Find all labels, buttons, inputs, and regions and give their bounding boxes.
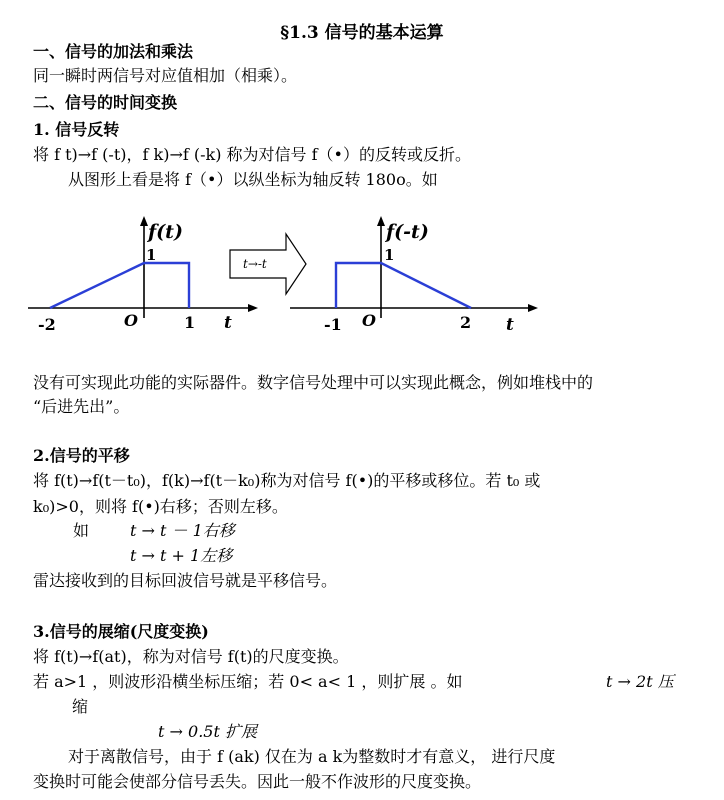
- scaling-example-compress: t → 2t 压: [606, 672, 674, 691]
- subsection-heading-shift: 2.信号的平移: [33, 446, 130, 465]
- scaling-example-expand: t → 0.5t 扩展: [158, 722, 257, 741]
- scaling-definition: 将 f(t)→f(at)，称为对信号 f(t)的尺度变换。: [33, 647, 349, 666]
- transform-arrow-label: t→-t: [243, 257, 267, 271]
- shift-example-right: t → t － 1右移: [130, 521, 235, 540]
- scaling-discrete-note2: 变换时可能会使部分信号丢失。因此一般不作波形的尺度变换。: [33, 772, 482, 791]
- scaling-rule: 若 a>1 ，则波形沿横坐标压缩；若 0< a< 1 ，则扩展 。如: [33, 672, 463, 691]
- right-y-arrow-icon: [377, 216, 385, 226]
- shift-definition-line2: k₀)>0，则将 f(•)右移；否则左移。: [33, 497, 288, 516]
- right-axis-t: t: [506, 315, 514, 335]
- scaling-rule-cont: 缩: [72, 697, 89, 716]
- left-tick-pos: 1: [184, 313, 196, 332]
- section-heading-time-transform: 二、信号的时间变换: [33, 93, 178, 112]
- right-signal-curve: [336, 263, 471, 308]
- transform-arrow-icon: [230, 234, 306, 294]
- left-axis-t: t: [224, 313, 232, 333]
- shift-definition-line1: 将 f(t)→f(t－t₀)，f(k)→f(t－k₀)称为对信号 f(•)的平移或移位。若 t₀ 或: [33, 471, 541, 490]
- left-ylabel: f(t): [148, 221, 183, 243]
- scaling-discrete-note1: 对于离散信号，由于 f (ak) 仅在为 a k为整数时才有意义， 进行尺度: [68, 747, 556, 766]
- right-peak-label: 1: [384, 246, 395, 264]
- shift-example-label: 如: [73, 521, 90, 540]
- left-tick-neg: -2: [38, 315, 56, 334]
- left-origin-label: O: [124, 311, 138, 330]
- section-text-addition: 同一瞬时两信号对应值相加（相乘）。: [33, 66, 298, 85]
- page-title: §1.3 信号的基本运算: [280, 23, 444, 43]
- reversal-figure: [28, 212, 558, 338]
- right-origin-label: O: [362, 311, 376, 330]
- right-tick-pos: 2: [460, 313, 472, 332]
- reversal-definition: 将 f t)→f (-t)，f k)→f (-k) 称为对信号 f（•）的反转或反折。: [33, 145, 471, 164]
- right-ylabel: f(-t): [386, 221, 429, 243]
- right-x-arrow-icon: [528, 304, 538, 312]
- reversal-note-line1: 没有可实现此功能的实际器件。数字信号处理中可以实现此概念，例如堆栈中的: [33, 373, 594, 392]
- subsection-heading-scaling: 3.信号的展缩(尺度变换): [33, 622, 209, 641]
- shift-radar-note: 雷达接收到的目标回波信号就是平移信号。: [33, 571, 338, 590]
- shift-example-left: t → t + 1左移: [130, 546, 233, 565]
- left-y-arrow-icon: [140, 216, 148, 226]
- reversal-note-line2: “后进先出”。: [33, 397, 130, 416]
- section-heading-addition: 一、信号的加法和乘法: [33, 42, 194, 61]
- subsection-heading-reversal: 1. 信号反转: [33, 120, 120, 139]
- left-x-arrow-icon: [248, 304, 258, 312]
- reversal-graph-intro: 从图形上看是将 f（•）以纵坐标为轴反转 180o。如: [68, 170, 438, 189]
- left-signal-curve: [50, 263, 189, 308]
- left-peak-label: 1: [146, 246, 157, 264]
- right-tick-neg: -1: [324, 315, 342, 334]
